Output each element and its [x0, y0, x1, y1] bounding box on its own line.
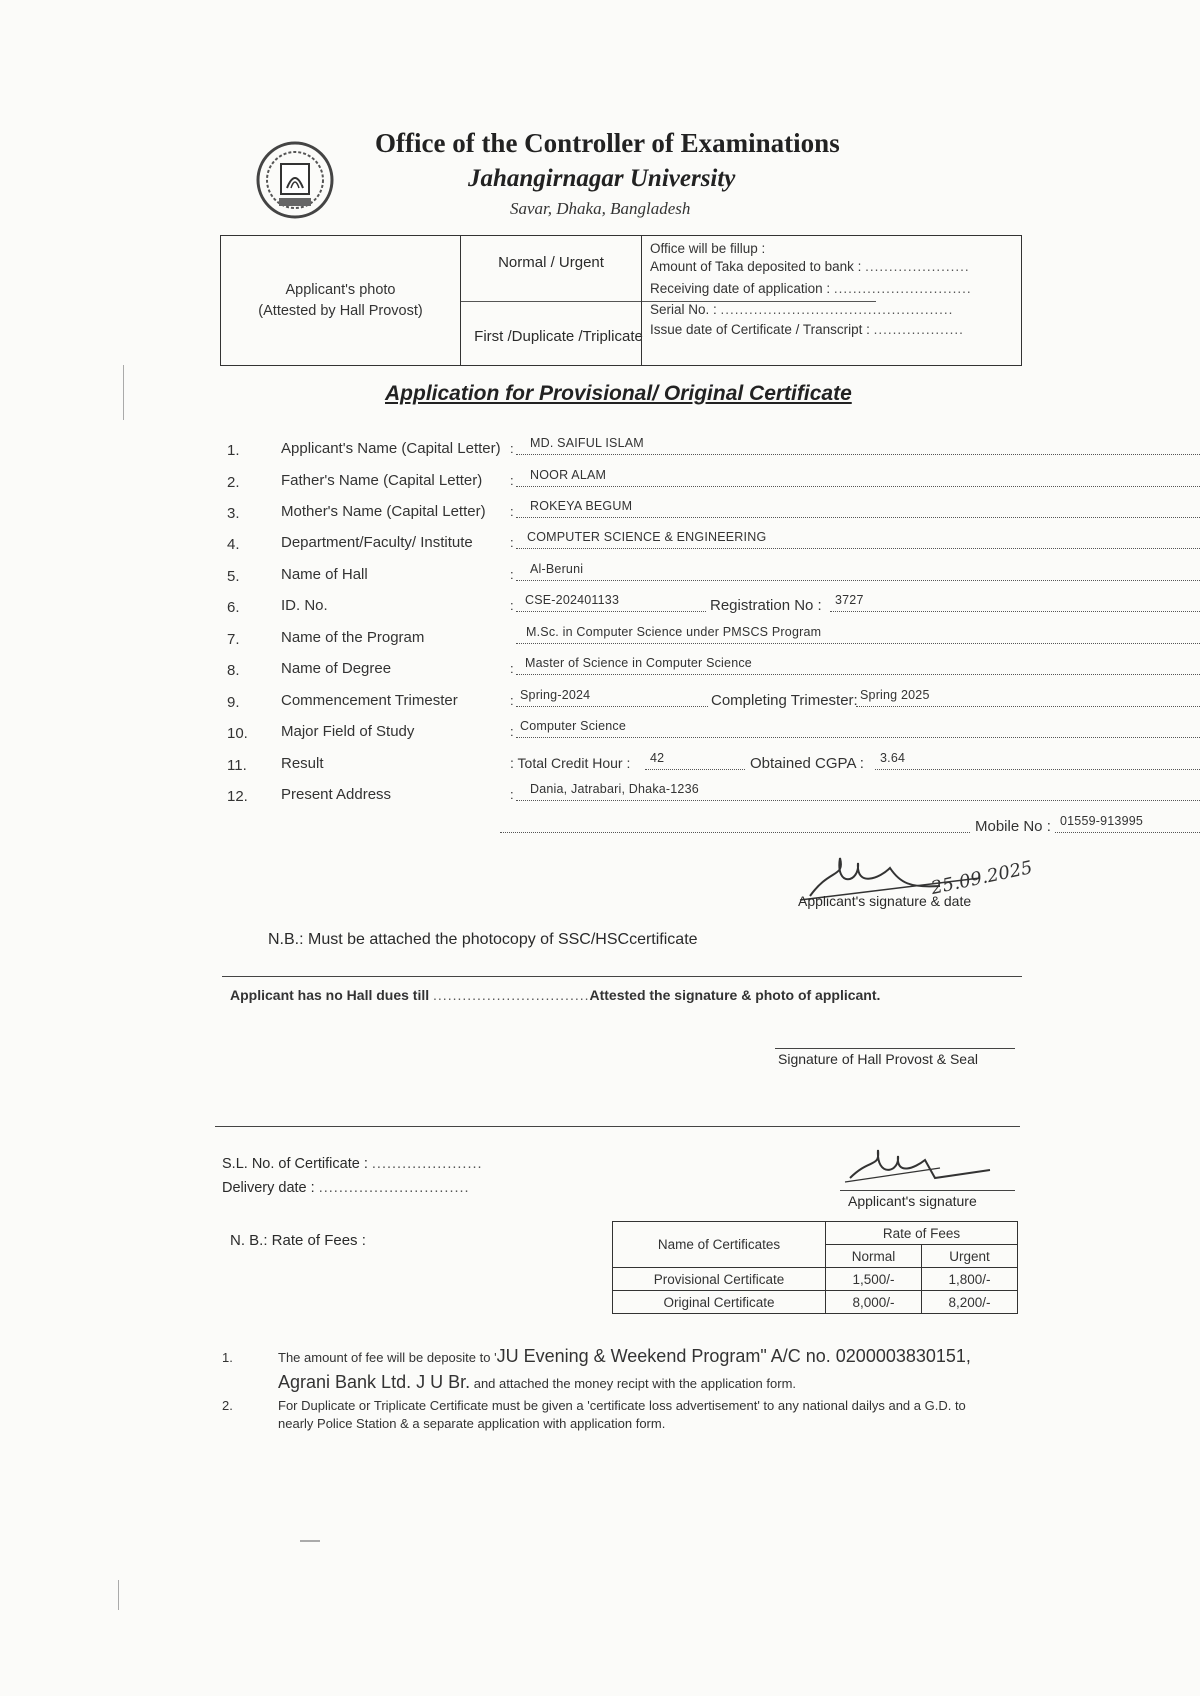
- field-number: 9.: [227, 694, 240, 711]
- fees-table: [612, 1221, 1018, 1314]
- applicant-signature-caption-2: Applicant's signature: [848, 1193, 977, 1209]
- certificate-name: Original Certificate: [613, 1291, 826, 1314]
- completing-value[interactable]: Spring 2025: [860, 688, 930, 702]
- field-number: 3.: [227, 505, 240, 522]
- applicant-photo-box[interactable]: [221, 236, 461, 365]
- table-row: [613, 1268, 1018, 1291]
- field-label: Present Address: [281, 786, 392, 803]
- applicant-name-value[interactable]: MD. SAIFUL ISLAM: [530, 436, 644, 450]
- field-row-trimester: 9. Commencement Trimester : Spring-2024 Completing Trimester: Spring 2025: [220, 688, 1020, 718]
- field-label: Name of the Program: [281, 629, 425, 646]
- registration-no-value[interactable]: 3727: [835, 593, 864, 607]
- form-title: Application for Provisional/ Original Certificate: [385, 382, 852, 405]
- col-name-header: Name of Certificates: [613, 1222, 826, 1268]
- field-row-mother-name: 3. Mother's Name (Capital Letter) : ROKEYA BEGUM: [220, 499, 1020, 529]
- credit-hour-value[interactable]: 42: [650, 751, 665, 765]
- address-value[interactable]: Dania, Jatrabari, Dhaka-1236: [530, 782, 699, 796]
- field-row-program: [220, 625, 1020, 655]
- completing-label: Completing Trimester:: [711, 692, 858, 709]
- col-rate-header: Rate of Fees: [826, 1222, 1018, 1245]
- normal-fee: 1,500/-: [826, 1268, 922, 1291]
- id-no-value[interactable]: CSE-202401133: [525, 593, 620, 607]
- table-row: [613, 1291, 1018, 1314]
- urgent-fee: 8,200/-: [922, 1291, 1018, 1314]
- field-number: 1.: [227, 442, 240, 459]
- field-label: Applicant's Name (Capital Letter): [281, 440, 501, 457]
- rate-of-fees-note: N. B.: Rate of Fees :: [230, 1232, 366, 1249]
- field-row-degree: 8. Name of Degree : Master of Science in Computer Science: [220, 656, 1020, 686]
- father-name-value[interactable]: NOOR ALAM: [530, 468, 607, 482]
- department-value[interactable]: COMPUTER SCIENCE & ENGINEERING: [527, 530, 767, 544]
- field-label: Name of Degree: [281, 660, 392, 677]
- photo-attest-label: (Attested by Hall Provost): [258, 302, 423, 319]
- field-row-applicant-name: 1. Applicant's Name (Capital Letter) : MD. SAIFUL ISLAM: [220, 436, 1020, 466]
- field-number: 11.: [227, 757, 247, 774]
- field-number: 6.: [227, 599, 240, 616]
- receiving-date-line[interactable]: Receiving date of application : .............................: [650, 281, 972, 296]
- scan-mark: [300, 1540, 320, 1542]
- scan-mark: [123, 365, 124, 420]
- field-label: Father's Name (Capital Letter): [281, 472, 483, 489]
- field-number: 2.: [227, 474, 240, 491]
- field-number: 8.: [227, 662, 240, 679]
- delivery-date[interactable]: Delivery date : ..............................: [222, 1180, 470, 1196]
- hall-name-value[interactable]: Al-Beruni: [530, 562, 584, 576]
- applicant-signature-mark-2: [840, 1138, 1000, 1188]
- copy-type-option: First /Duplicate /Triplicate: [474, 328, 643, 345]
- urgent-fee: 1,800/-: [922, 1268, 1018, 1291]
- field-label: Department/Faculty/ Institute: [281, 534, 473, 551]
- field-label: Major Field of Study: [281, 723, 415, 740]
- cgpa-label: Obtained CGPA :: [750, 755, 864, 772]
- normal-fee: 8,000/-: [826, 1291, 922, 1314]
- col-normal-header: Normal: [826, 1245, 922, 1268]
- certificate-sl-no[interactable]: S.L. No. of Certificate : ......................: [222, 1156, 483, 1172]
- office-fillup-label: Office will be fillup :: [650, 241, 766, 256]
- field-number: 5.: [227, 568, 240, 585]
- hall-provost-signature: Signature of Hall Provost & Seal: [778, 1051, 978, 1067]
- field-number: 12.: [227, 788, 248, 805]
- field-label: Commencement Trimester: [281, 692, 458, 709]
- office-info-box: [220, 235, 1022, 366]
- issue-date-line[interactable]: Issue date of Certificate / Transcript : ...................: [650, 322, 964, 337]
- field-label: Mother's Name (Capital Letter): [281, 503, 486, 520]
- field-row-hall: 5. Name of Hall : Al-Beruni: [220, 562, 1020, 592]
- university-logo: [255, 140, 335, 220]
- field-row-father-name: 2. Father's Name (Capital Letter) : NOOR ALAM: [220, 468, 1020, 498]
- field-label: ID. No.: [281, 597, 328, 614]
- field-number: 7.: [227, 631, 240, 648]
- mobile-value[interactable]: 01559-913995: [1060, 814, 1144, 828]
- field-label: Result: [281, 755, 324, 772]
- scan-mark: [118, 1580, 119, 1610]
- field-number: 4.: [227, 536, 240, 553]
- footnote-2-cont: nearly Police Station & a separate application with application form.: [278, 1416, 666, 1431]
- program-value[interactable]: M.Sc. in Computer Science under PMSCS Program: [526, 625, 822, 639]
- col-urgent-header: Urgent: [922, 1245, 1018, 1268]
- field-row-id: 6. ID. No. : CSE-202401133 Registration No : 3727: [220, 593, 1020, 623]
- amount-deposited-line[interactable]: Amount of Taka deposited to bank : ......................: [650, 259, 970, 274]
- footnote-1-cont: Agrani Bank Ltd. J U Br. and attached the money recipt with the application form.: [278, 1372, 797, 1392]
- photo-label: Applicant's photo: [285, 281, 396, 298]
- normal-urgent-option: Normal / Urgent: [498, 254, 604, 271]
- fees-header-row: [613, 1222, 1018, 1245]
- university-address: Savar, Dhaka, Bangladesh: [510, 199, 691, 218]
- cgpa-value[interactable]: 3.64: [880, 751, 906, 765]
- field-number: 10.: [227, 725, 248, 742]
- nb-note: N.B.: Must be attached the photocopy of SSC/HSCcertificate: [268, 931, 698, 948]
- field-row-department: 4. Department/Faculty/ Institute : COMPUTER SCIENCE & ENGINEERING: [220, 530, 1020, 560]
- university-name: Jahangirnagar University: [468, 165, 736, 192]
- serial-no-line[interactable]: Serial No. : .................................................: [650, 302, 954, 317]
- office-fillup-cell: [641, 236, 1021, 365]
- field-label: Name of Hall: [281, 566, 368, 583]
- hall-dues-line: Applicant has no Hall dues till ................................Attested the signature & photo of applicant.: [230, 987, 881, 1003]
- registration-label: Registration No :: [710, 597, 822, 614]
- certificate-name: Provisional Certificate: [613, 1268, 826, 1291]
- office-title: Office of the Controller of Examinations: [375, 128, 840, 158]
- applicant-signature-caption: Applicant's signature & date: [798, 893, 972, 909]
- footnote-2: 2. For Duplicate or Triplicate Certificate must be given a 'certificate loss advertisement' to any national dailys and a G.D. to: [222, 1398, 966, 1413]
- major-value[interactable]: Computer Science: [520, 719, 627, 733]
- footnote-1: 1. The amount of fee will be deposite to 'JU Evening & Weekend Program" A/C no. 0200003830151,: [222, 1346, 971, 1366]
- svg-text:25.09.2025: 25.09.2025: [929, 857, 1035, 900]
- field-row-address: 12. Present Address : Dania, Jatrabari, Dhaka-1236: [220, 782, 1020, 812]
- commencement-value[interactable]: Spring-2024: [520, 688, 591, 702]
- mother-name-value[interactable]: ROKEYA BEGUM: [530, 499, 633, 513]
- field-row-result: [220, 751, 1020, 781]
- field-row-major: 10. Major Field of Study : Computer Science: [220, 719, 1020, 749]
- credit-hour-label: : Total Credit Hour :: [510, 755, 631, 771]
- degree-value[interactable]: Master of Science in Computer Science: [525, 656, 752, 670]
- mobile-label: Mobile No :: [975, 818, 1051, 835]
